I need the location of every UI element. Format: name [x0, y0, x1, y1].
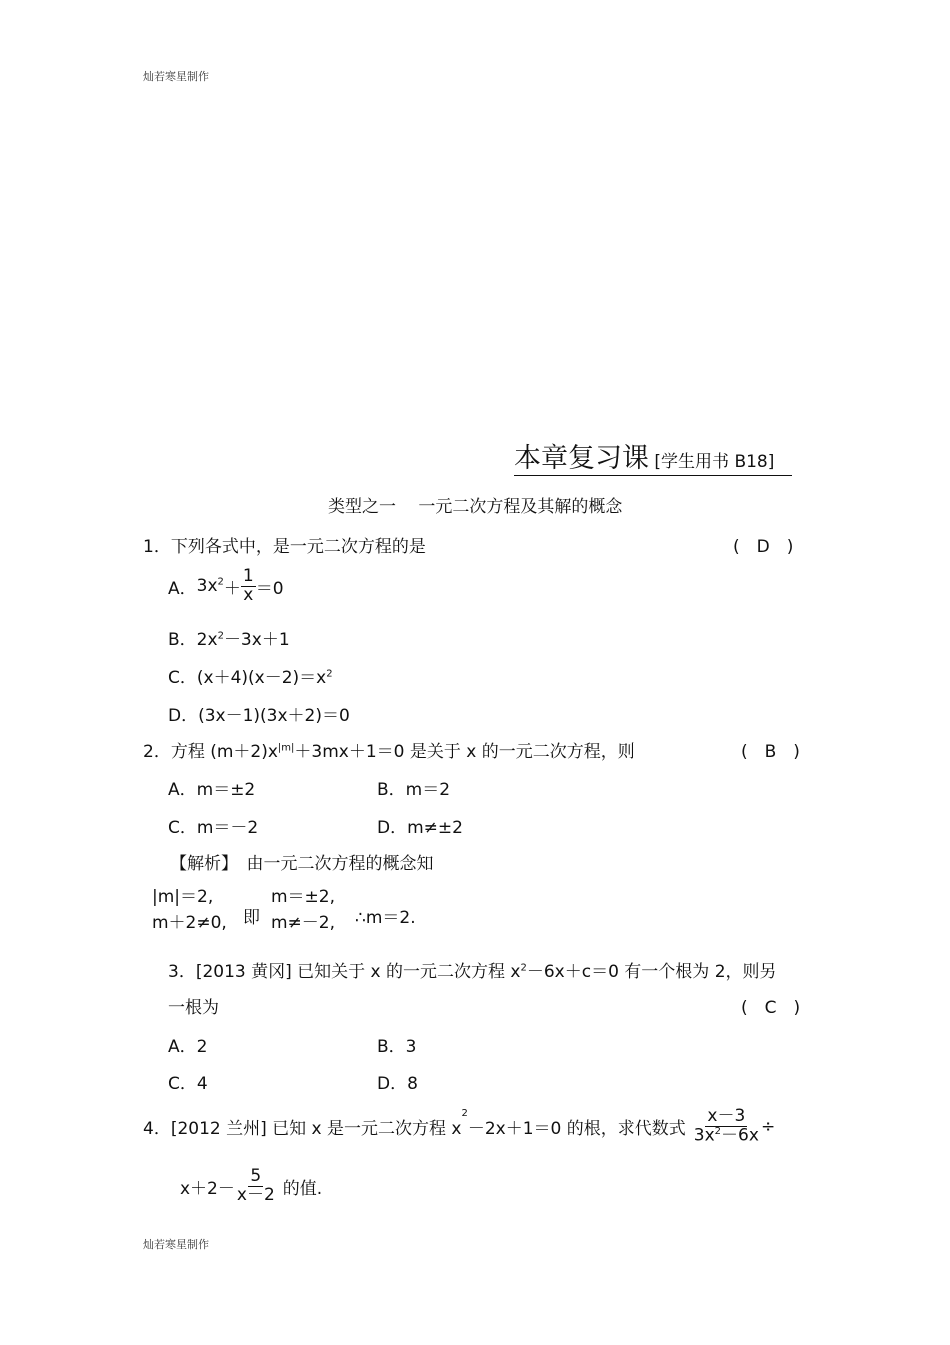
q2-system-1: |m|＝2, m＋2≠0, [152, 887, 227, 934]
q2-conclusion: ∴m＝2. [355, 908, 416, 928]
q2-system-2: m＝±2, m≠－2, [271, 887, 336, 934]
q2-answer: ( B ) [741, 742, 800, 762]
q4-fraction-1: $\frac{x-3}{3x^2-6x}$ [693, 1106, 759, 1146]
watermark-top: 灿若寒星制作 [143, 70, 209, 83]
q1-option-a: A． $3x^2$ ＋ $\frac{1}{x}$ ＝0 [168, 566, 284, 605]
q1-answer: ( D ) [733, 537, 794, 557]
q1-option-b: B．$2x^2-3x+1$ [168, 630, 290, 650]
q1-option-a-label: A． [168, 578, 197, 599]
q1-option-a-fraction: $\frac{1}{x}$ [242, 566, 254, 605]
q3-option-c: C．4 [168, 1074, 208, 1094]
q3-option-d: D．8 [377, 1074, 418, 1094]
q4-line2: x＋2－ $\frac{5}{x-2}$ 的值. [180, 1166, 323, 1205]
q1-option-a-term: $3x^2$ [196, 576, 224, 597]
q2-stem: 2．方程 $(m+2)x^{|m|}+3mx+1=0$ 是关于 x 的一元二次方程，则 [143, 742, 635, 762]
q1-stem: 1．下列各式中，是一元二次方程的是 [143, 537, 426, 557]
q4-fraction-2: $\frac{5}{x-2}$ [236, 1166, 275, 1205]
q3-option-a: A．2 [168, 1037, 208, 1057]
q3-stem: 3．[2013 黄冈] 已知关于 x 的一元二次方程 $x^2-6x+c=0$ 有一个根为 2，则另 [168, 962, 777, 982]
q3-stem-line2: 一根为 [168, 998, 219, 1018]
q2-option-a: A．m＝±2 [168, 780, 256, 800]
q1-option-c: C．$(x+4)(x-2)=x^2$ [168, 668, 333, 688]
q2-option-d: D．m≠±2 [377, 818, 463, 838]
section-title: 类型之一 一元二次方程及其解的概念 [328, 497, 623, 517]
q4-stem: 4．[2012 兰州] 已知 x 是一元二次方程 x $^2$ －2x＋1＝0 的根，求代数式 $\frac{x-3}{3x^2-6x}$ ÷ [143, 1106, 776, 1146]
chapter-title: 本章复习课 [514, 443, 649, 474]
q2-option-b: B．m＝2 [377, 780, 451, 800]
q3-option-b: B．3 [377, 1037, 417, 1057]
q2-option-c: C．m＝－2 [168, 818, 259, 838]
q1-option-d: D．(3x－1)(3x＋2)＝0 [168, 706, 350, 726]
chapter-header [514, 436, 792, 476]
q3-answer: ( C ) [741, 998, 801, 1018]
book-reference: [学生用书 B18] [654, 452, 775, 472]
q2-analysis: 【解析】 由一元二次方程的概念知 [170, 854, 434, 874]
watermark-bottom: 灿若寒星制作 [143, 1238, 209, 1251]
q2-ji: 即 [243, 908, 260, 928]
